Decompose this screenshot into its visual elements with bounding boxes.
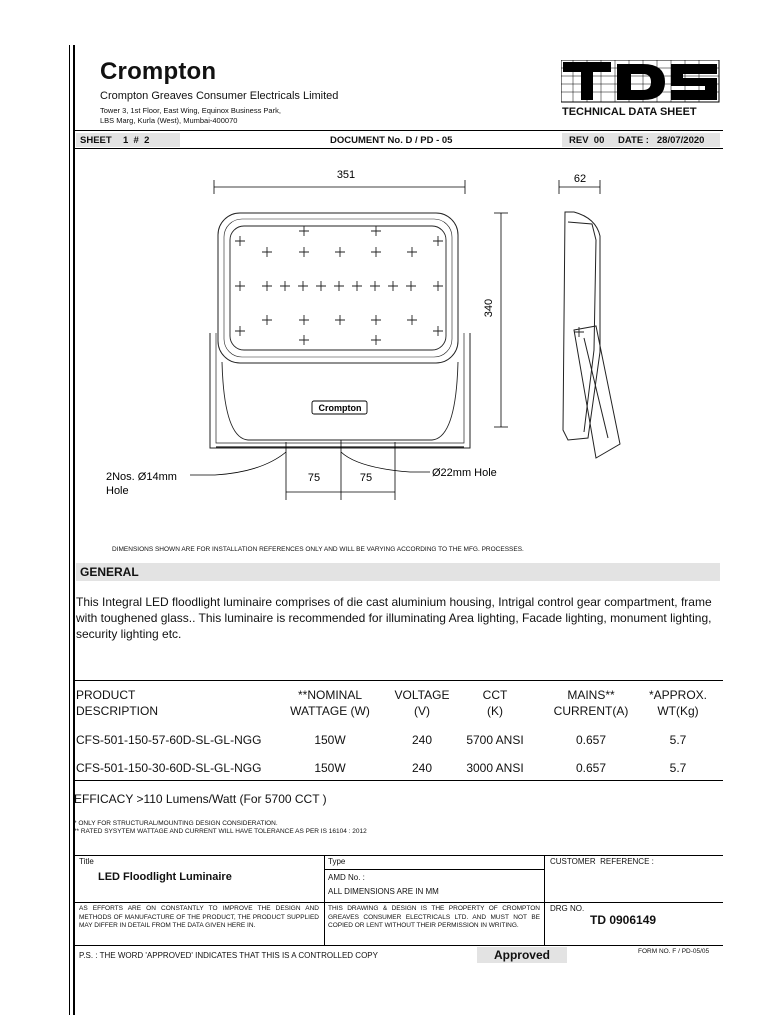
- tds-logo: [561, 60, 721, 104]
- hole-leaders: [190, 440, 430, 500]
- sheet-label: SHEET: [80, 135, 112, 146]
- large-hole-label: Ø22mm Hole: [432, 467, 497, 479]
- left-border-outer: [69, 45, 70, 1015]
- property-notice: THIS DRAWING & DESIGN IS THE PROPERTY OF CROMPTON GREAVES CONSUMER ELECTRICALS LTD. AND MUST NOT BE COPIED OR LENT WITHOUT THEIR PERMISSION IN WRITING.: [328, 905, 540, 929]
- drawing-number: TD 0906149: [590, 913, 657, 927]
- dim-depth-label: 62: [573, 173, 587, 185]
- weight: 5.7: [669, 761, 687, 775]
- dim-height-label: 340: [483, 298, 495, 318]
- type-inner-rule: [324, 869, 544, 870]
- dimensions-unit-note: ALL DIMENSIONS ARE IN MM: [328, 887, 439, 896]
- header-wattage: **NOMINAL WATTAGE (W): [290, 688, 370, 718]
- general-description: This Integral LED floodlight luminaire comprises of die cast aluminium housing, Intrigal control gear compartment, frame with toughened glass.. This luminaire is recommended for illuminating Area lighting, Facade lighting, monument lighting, security lighting etc.: [76, 595, 712, 641]
- technical-drawing: [75, 155, 723, 535]
- header-weight: *APPROX. WT(Kg): [648, 688, 708, 718]
- type-label: Type: [328, 857, 346, 866]
- document-title: LED Floodlight Luminaire: [98, 871, 232, 883]
- controlled-copy-note: P.S. : THE WORD 'APPROVED' INDICATES THAT THIS IS A CONTROLLED COPY: [79, 951, 378, 960]
- header-voltage: VOLTAGE (V): [394, 688, 450, 718]
- company-name: Crompton Greaves Consumer Electricals Limited: [100, 90, 339, 102]
- header-product: PRODUCT DESCRIPTION: [76, 688, 159, 718]
- header-current: MAINS** CURRENT(A): [553, 688, 629, 718]
- product-description: CFS-501-150-57-60D-SL-GL-NGG: [76, 733, 262, 747]
- dim-right-spacing: 75: [359, 472, 373, 484]
- header-divider: [75, 130, 723, 131]
- led-markers: [235, 226, 443, 345]
- amd-label: AMD No. :: [328, 873, 365, 882]
- company-logo: Crompton: [100, 58, 217, 85]
- revision: REV 00: [569, 135, 605, 146]
- sheet-value: 1 # 2: [123, 135, 150, 146]
- footer-top-rule: [75, 855, 723, 856]
- general-section-bar: [76, 563, 720, 581]
- document-number: DOCUMENT No. D / PD - 05: [330, 135, 453, 146]
- approved-label: Approved: [493, 948, 550, 962]
- date: DATE : 28/07/2020: [618, 135, 705, 146]
- led-row-2: [262, 247, 417, 257]
- general-section-title: GENERAL: [80, 565, 139, 579]
- design-disclaimer: AS EFFORTS ARE ON CONSTANTLY TO IMPROVE THE DESIGN AND METHODS OF MANUFACTURE OF THE PRODUCT, THE PRODUCT SUPPLIED MAY DIFFER IN DETAIL FROM THE DATA GIVEN HERE IN.: [79, 905, 319, 929]
- side-view: [563, 212, 620, 458]
- structural-note: * ONLY FOR STRUCTURAL/MOUNTING DESIGN CONSIDERATION.: [74, 820, 278, 827]
- document-type-title: TECHNICAL DATA SHEET: [562, 106, 697, 118]
- table-bottom-rule: [75, 780, 723, 781]
- company-address: Tower 3, 1st Floor, East Wing, Equinox Business Park, LBS Marg, Kurla (West), Mumbai-400070: [100, 106, 281, 125]
- approved-stamp: [477, 947, 567, 963]
- footer-mid-rule: [75, 902, 723, 903]
- footer-bottom-rule: [75, 945, 723, 946]
- title-label: Title: [79, 857, 94, 866]
- cct: 3000 ANSI: [466, 761, 524, 775]
- weight: 5.7: [669, 733, 687, 747]
- footer-divider-2: [544, 855, 545, 945]
- tolerance-note: ** RATED SYSYTEM WATTAGE AND CURRENT WILL HAVE TOLERANCE AS PER IS 16104 : 2012: [74, 828, 367, 835]
- dim-left-spacing: 75: [307, 472, 321, 484]
- efficacy-note: EFFICACY >110 Lumens/Watt (For 5700 CCT ): [74, 792, 327, 806]
- header-divider-2: [75, 148, 723, 149]
- current: 0.657: [575, 761, 607, 775]
- voltage: 240: [411, 761, 433, 775]
- led-row-5: [235, 326, 443, 345]
- customer-reference-label: CUSTOMER REFERENCE :: [550, 857, 654, 866]
- brand-badge-label: Crompton: [318, 403, 362, 413]
- product-description: CFS-501-150-30-60D-SL-GL-NGG: [76, 761, 262, 775]
- cct: 5700 ANSI: [466, 733, 524, 747]
- current: 0.657: [575, 733, 607, 747]
- led-row-1: [235, 226, 443, 246]
- height-dimension: [494, 213, 508, 427]
- dimension-note: DIMENSIONS SHOWN ARE FOR INSTALLATION REFERENCES ONLY AND WILL BE VARYING ACCORDING TO THE MFG. PROCESSES.: [112, 546, 524, 553]
- led-row-4: [262, 315, 417, 325]
- led-row-3: [235, 281, 443, 291]
- header-cct: CCT (K): [482, 688, 508, 718]
- wattage: 150W: [314, 733, 346, 747]
- small-hole-label-line1: 2Nos. Ø14mm: [106, 471, 177, 483]
- table-top-rule: [75, 680, 723, 681]
- width-dimension: [214, 180, 465, 194]
- form-number: FORM NO. F / PD-05/05: [638, 948, 710, 955]
- drawing-number-label: DRG NO.: [550, 904, 585, 913]
- wattage: 150W: [314, 761, 346, 775]
- voltage: 240: [411, 733, 433, 747]
- small-hole-label-line2: Hole: [106, 485, 129, 497]
- dim-width-label: 351: [336, 169, 356, 181]
